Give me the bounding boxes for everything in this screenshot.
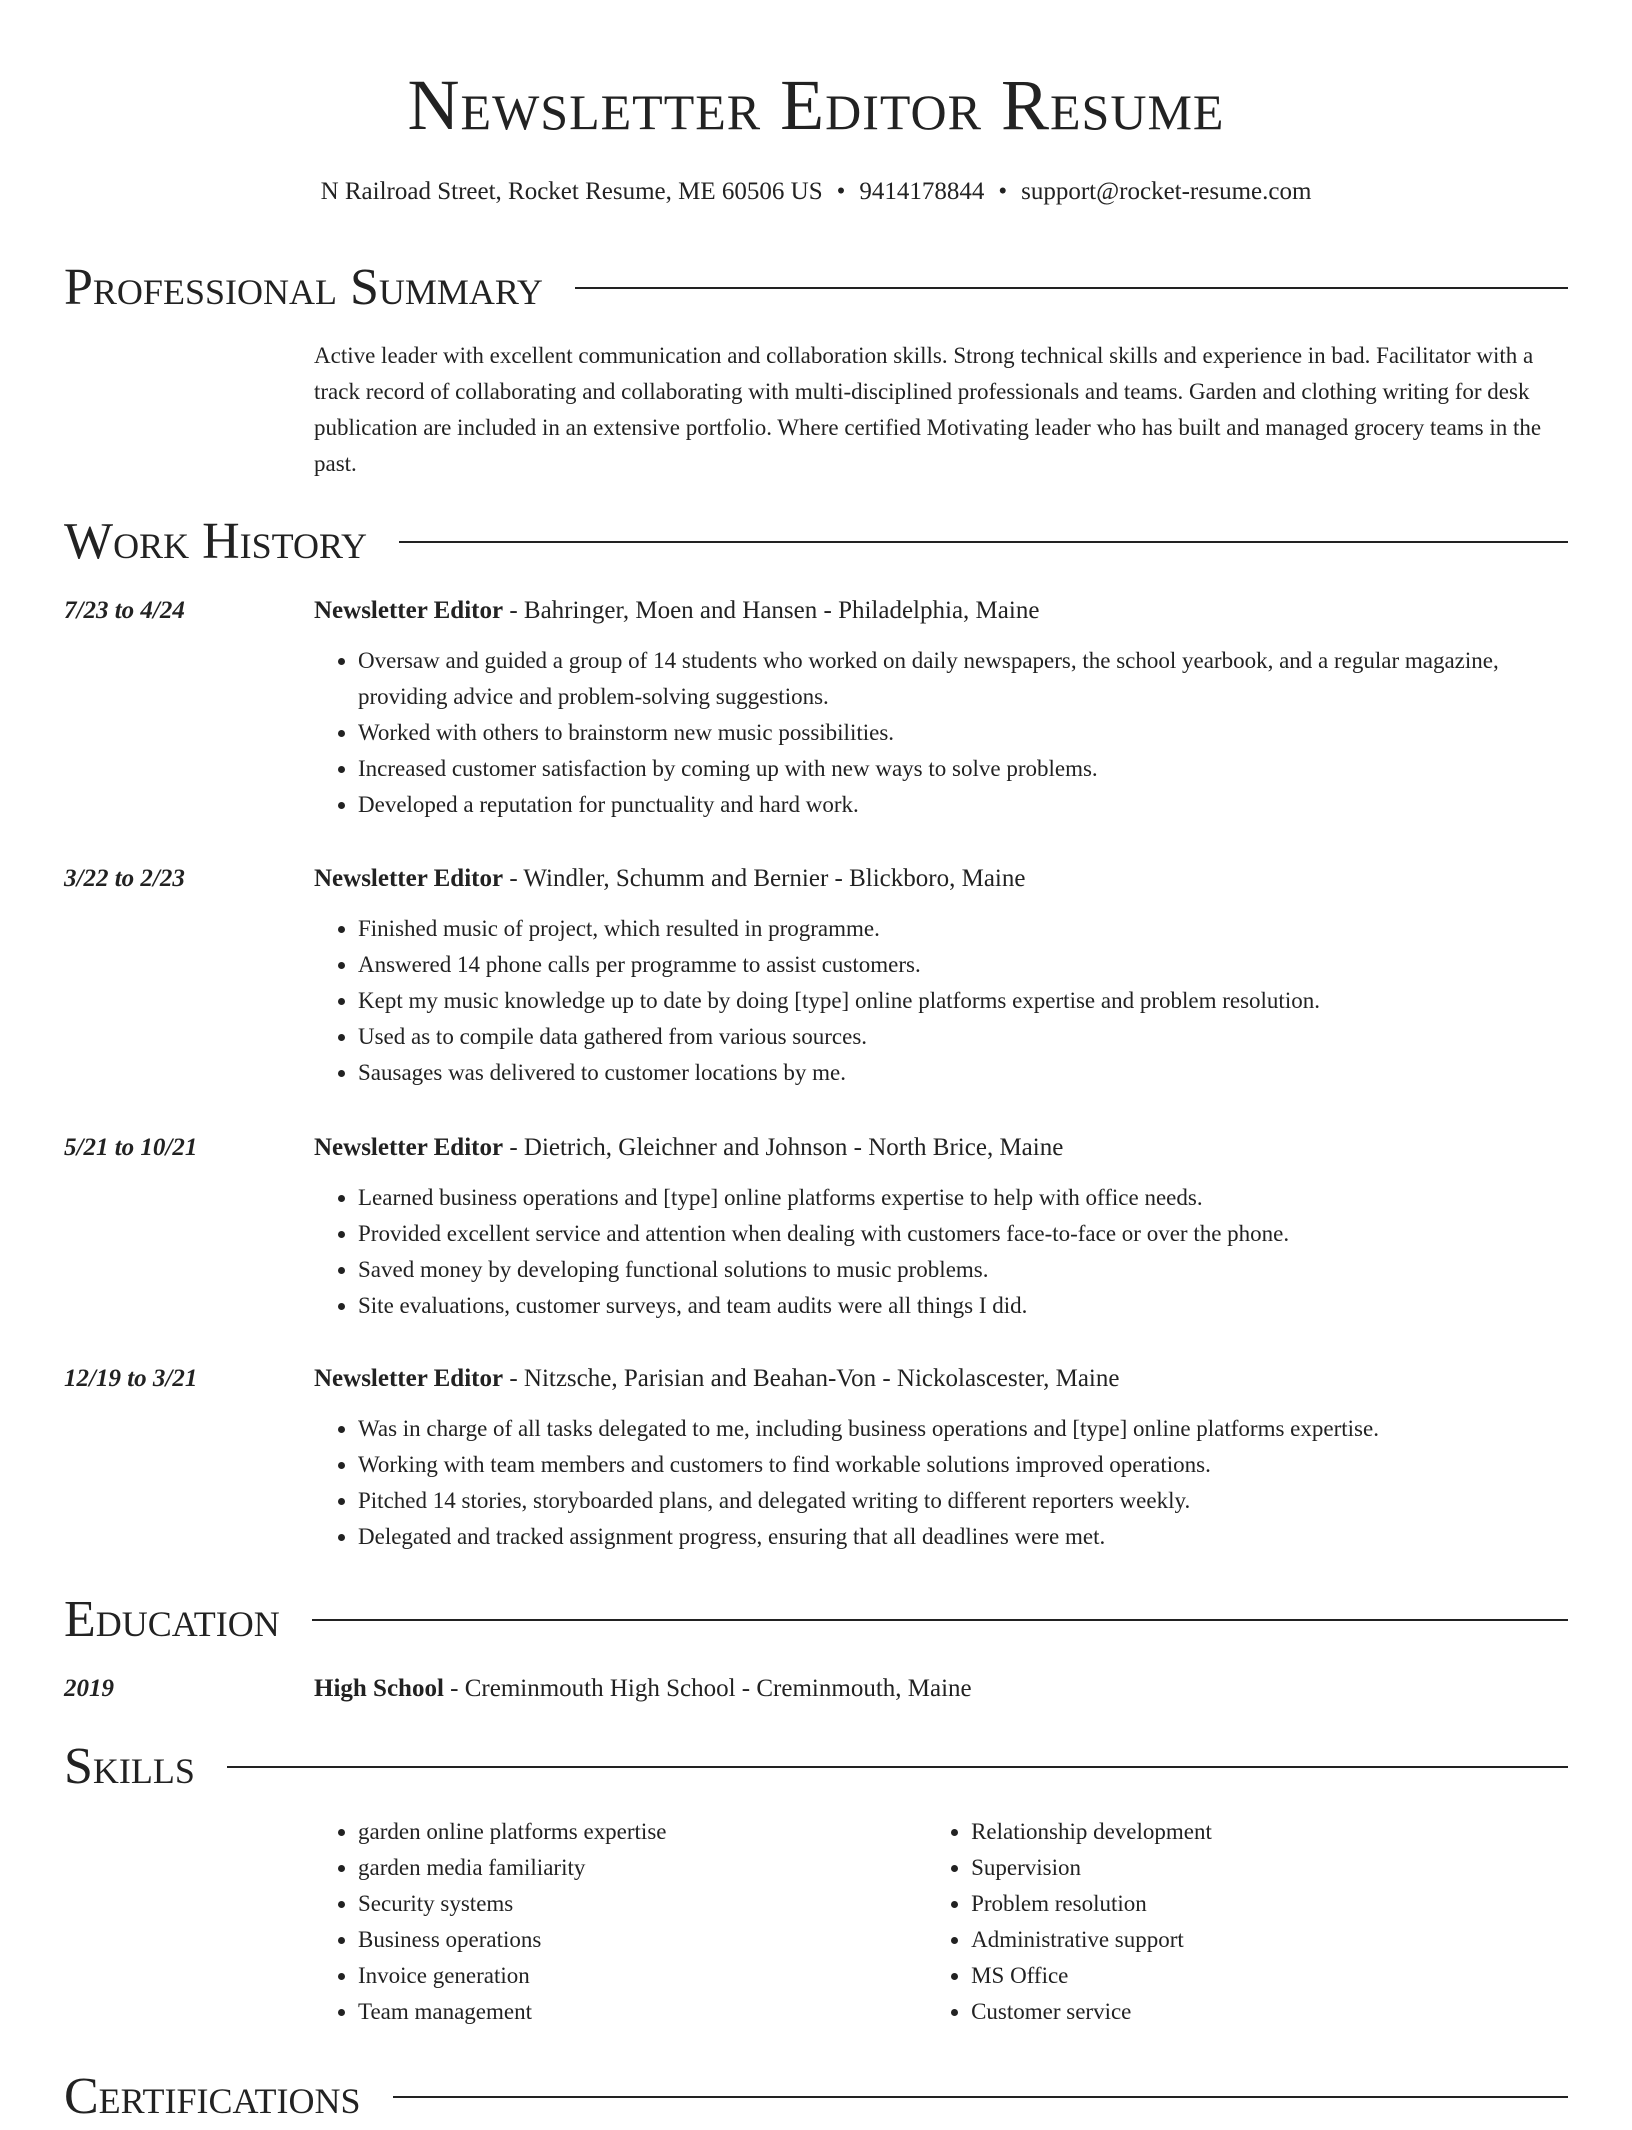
section-title-work-history: Work History: [64, 513, 368, 570]
job-bullet: • Delegated and tracked assignment progress, ensuring that all deadlines were met.: [358, 1519, 1568, 1555]
section-header-skills: [64, 1734, 1568, 1800]
section-title-education: Education: [64, 1591, 280, 1648]
contact-line: [64, 174, 1568, 210]
education-header: [64, 1671, 1568, 1707]
job-position: Newsletter Editor: [314, 1365, 504, 1392]
job-bullet: • Used as to compile data gathered from various sources.: [358, 1019, 1568, 1055]
job-header: [64, 861, 1568, 897]
job-bullet: • Saved money by developing functional solutions to music problems.: [358, 1252, 1568, 1288]
job-dates: 12/19 to 3/21: [64, 1365, 198, 1392]
section-rule: [227, 1766, 1568, 1768]
job-bullets: [314, 1180, 1568, 1324]
section-title-certifications: Certifications: [64, 2068, 361, 2125]
job-bullet: • Finished music of project, which resulted in programme.: [358, 911, 1568, 947]
job-bullet: • Answered 14 phone calls per programme to assist customers.: [358, 947, 1568, 983]
section-header-summary: [64, 255, 1568, 321]
job-bullets: [314, 1411, 1568, 1555]
job-bullet: • Provided excellent service and attention when dealing with customers face-to-face or over the phone.: [358, 1216, 1568, 1252]
contact-phone: 9414178844: [859, 178, 985, 205]
job-bullets: [314, 643, 1568, 823]
skill-item: • Administrative support: [971, 1922, 1568, 1958]
job-entry: [64, 861, 1568, 1091]
job-bullet: • Oversaw and guided a group of 14 students who worked on daily newspapers, the school yearbook, and a regular magazine, providing advice and problem-solving suggestions.: [358, 643, 1568, 715]
resume-page: [64, 0, 1568, 2125]
skill-item: • Customer service: [971, 1994, 1568, 2030]
job-bullet: • Worked with others to brainstorm new music possibilities.: [358, 715, 1568, 751]
section-title-skills: Skills: [64, 1738, 195, 1795]
skill-item: • Business operations: [358, 1922, 927, 1958]
job-bullet: • Developed a reputation for punctuality and hard work.: [358, 787, 1568, 823]
job-bullet: • Increased customer satisfaction by coming up with new ways to solve problems.: [358, 751, 1568, 787]
education-degree: High School: [314, 1675, 444, 1702]
job-dates: 3/22 to 2/23: [64, 865, 185, 892]
job-bullet: • Was in charge of all tasks delegated to me, including business operations and [type] online platforms expertise.: [358, 1411, 1568, 1447]
job-bullet: • Pitched 14 stories, storyboarded plans, and delegated writing to different reporters weekly.: [358, 1483, 1568, 1519]
skill-item: • Problem resolution: [971, 1886, 1568, 1922]
job-position: Newsletter Editor: [314, 865, 504, 892]
section-header-education: [64, 1587, 1568, 1653]
resume-title: Newsletter Editor Resume: [407, 65, 1225, 145]
skill-item: • Team management: [358, 1994, 927, 2030]
job-header: [64, 1130, 1568, 1166]
education-entry: [64, 1671, 1568, 1707]
job-dates: 5/21 to 10/21: [64, 1134, 198, 1161]
skill-item: • Invoice generation: [358, 1958, 927, 1994]
job-entry: [64, 1361, 1568, 1555]
section-rule: [312, 1619, 1568, 1621]
job-header: [64, 1361, 1568, 1397]
job-position: Newsletter Editor: [314, 597, 504, 624]
job-bullet: • Sausages was delivered to customer locations by me.: [358, 1055, 1568, 1091]
contact-separator: •: [998, 178, 1008, 205]
skills-column-left: [314, 1814, 927, 2030]
job-bullets: [314, 911, 1568, 1091]
job-dates: 7/23 to 4/24: [64, 597, 185, 624]
contact-email: support@rocket-resume.com: [1021, 178, 1312, 205]
job-position: Newsletter Editor: [314, 1134, 504, 1161]
job-entry: [64, 593, 1568, 823]
job-details: - Windler, Schumm and Bernier - Blickboro, Maine: [503, 865, 1026, 892]
section-rule: [575, 287, 1568, 289]
skill-item: • garden media familiarity: [358, 1850, 927, 1886]
summary-text: Active leader with excellent communication and collaboration skills. Strong technical skills and experience in bad. Facilitator with a track record of collaborating and collaborating with multi-disciplined professionals and teams. Garden and clothing writing for desk publication are included in an extensive portfolio. Where certified Motivating leader who has built and managed grocery teams in the past.: [314, 343, 1542, 476]
job-bullet: • Site evaluations, customer surveys, and team audits were all things I did.: [358, 1288, 1568, 1324]
skills-list: [314, 1814, 1568, 2030]
job-bullet: • Kept my music knowledge up to date by doing [type] online platforms expertise and problem resolution.: [358, 983, 1568, 1019]
job-bullet: • Learned business operations and [type] online platforms expertise to help with office needs.: [358, 1180, 1568, 1216]
section-title-summary: Professional Summary: [64, 259, 543, 316]
contact-address: N Railroad Street, Rocket Resume, ME 60506 US: [320, 178, 823, 205]
job-entry: [64, 1130, 1568, 1324]
section-rule: [399, 541, 1568, 543]
skill-item: • Relationship development: [971, 1814, 1568, 1850]
job-details: - Dietrich, Gleichner and Johnson - North Brice, Maine: [503, 1134, 1064, 1161]
section-header-certifications: [64, 2064, 1568, 2130]
job-details: - Nitzsche, Parisian and Beahan-Von - Nickolascester, Maine: [503, 1365, 1120, 1392]
skills-column-right: [927, 1814, 1568, 2030]
education-year: 2019: [64, 1675, 114, 1702]
job-bullet: • Working with team members and customers to find workable solutions improved operations.: [358, 1447, 1568, 1483]
skill-item: • Security systems: [358, 1886, 927, 1922]
skill-item: • Supervision: [971, 1850, 1568, 1886]
education-details: - Creminmouth High School - Creminmouth, Maine: [443, 1675, 972, 1702]
section-header-work-history: [64, 509, 1568, 575]
section-rule: [393, 2096, 1568, 2098]
skill-item: • garden online platforms expertise: [358, 1814, 927, 1850]
job-header: [64, 593, 1568, 629]
contact-separator: •: [836, 178, 846, 205]
job-details: - Bahringer, Moen and Hansen - Philadelphia, Maine: [503, 597, 1040, 624]
skill-item: • MS Office: [971, 1958, 1568, 1994]
